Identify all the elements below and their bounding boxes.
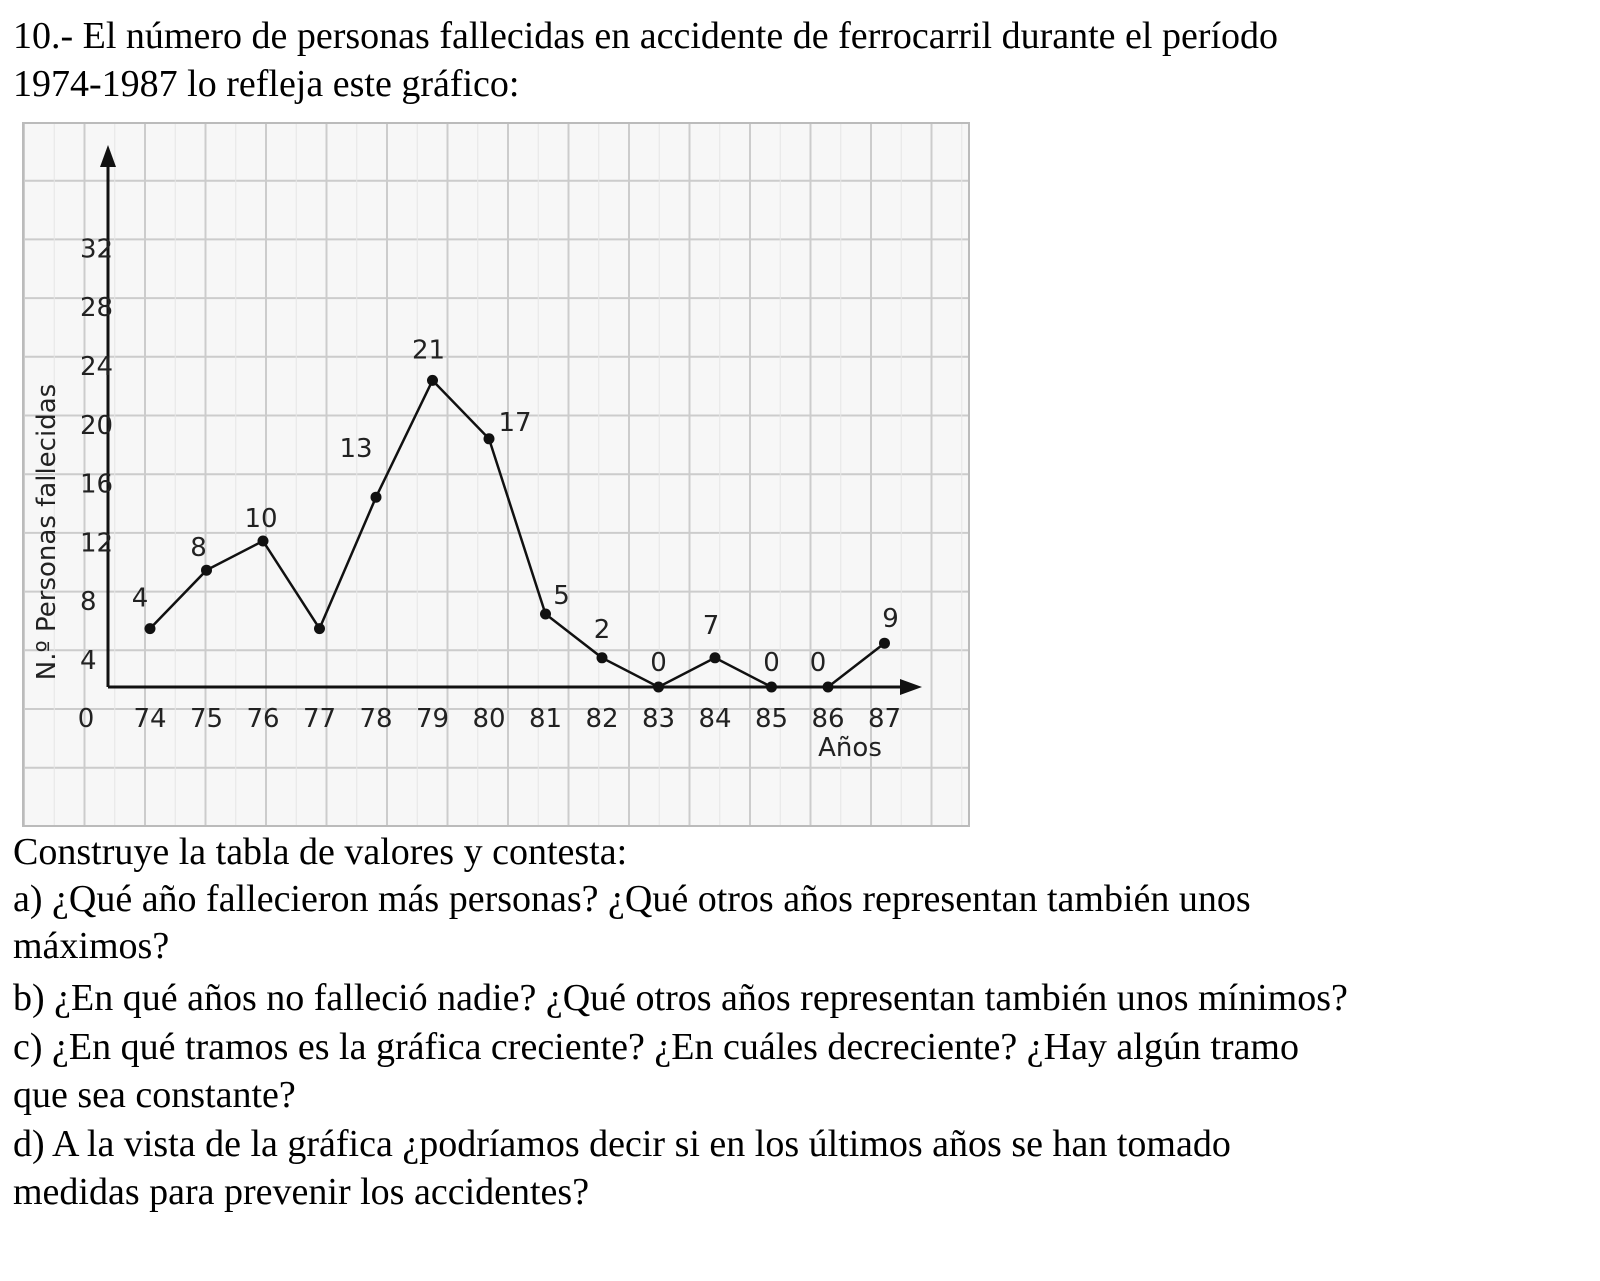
data-point	[597, 652, 608, 663]
data-point	[766, 682, 777, 693]
data-label: 5	[553, 581, 570, 611]
data-point	[258, 536, 269, 547]
x-tick-label: 83	[641, 704, 676, 734]
chart-svg	[22, 122, 970, 827]
x-tick-label: 81	[528, 704, 563, 734]
x-tick-label: 76	[246, 704, 280, 734]
question-b: b) ¿En qué años no falleció nadie? ¿Qué otros años representan también unos mínimos?	[13, 977, 1348, 1019]
problem-title-line-1: 10.- El número de personas fallecidas en accidente de ferrocarril durante el período	[13, 15, 1279, 57]
data-label: 4	[131, 583, 149, 614]
y-tick-label: 20	[80, 410, 114, 441]
x-tick-label: 82	[585, 704, 619, 734]
x-tick-label: 78	[359, 704, 393, 734]
question-a-line-1: a) ¿Qué año fallecieron más personas? ¿Qué otros años representan también unos	[13, 878, 1251, 920]
data-point	[653, 682, 664, 693]
data-label: 0	[763, 648, 780, 678]
question-a-line-2: máximos?	[13, 925, 170, 967]
data-label: 2	[593, 614, 611, 645]
y-tick-label: 32	[80, 234, 114, 265]
x-tick-label: 84	[698, 704, 732, 734]
data-point	[484, 433, 495, 444]
y-tick-label: 12	[80, 528, 114, 559]
data-point	[201, 565, 212, 576]
question-c-line-1: c) ¿En qué tramos es la gráfica creciente? ¿En cuáles decreciente? ¿Hay algún tramo	[13, 1026, 1299, 1068]
y-tick-label: 28	[80, 293, 114, 324]
data-label: 9	[882, 604, 899, 635]
x-axis-title: Años	[818, 733, 882, 763]
data-point	[314, 623, 325, 634]
data-label: 10	[244, 504, 278, 534]
x-tick-label: 85	[754, 704, 789, 734]
x-tick-label: 87	[867, 704, 902, 734]
problem-title-line-2: 1974-1987 lo refleja este gráfico:	[13, 63, 520, 105]
data-point	[879, 638, 890, 649]
x-tick-label: 79	[415, 704, 450, 734]
line-chart	[22, 122, 970, 827]
data-label: 0	[809, 648, 827, 678]
y-tick-label: 0	[77, 704, 95, 734]
data-label: 7	[702, 610, 720, 641]
y-tick-label: 8	[80, 587, 97, 618]
data-point	[540, 609, 551, 620]
x-tick-label: 74	[133, 704, 167, 734]
data-label: 13	[339, 434, 373, 465]
question-d-line-2: medidas para prevenir los accidentes?	[13, 1171, 590, 1213]
data-label: 17	[498, 407, 532, 438]
instruction-text: Construye la tabla de valores y contesta:	[13, 831, 628, 873]
question-d-line-1: d) A la vista de la gráfica ¿podríamos decir si en los últimos años se han tomado	[13, 1123, 1231, 1165]
data-point	[710, 652, 721, 663]
y-tick-label: 24	[80, 352, 114, 382]
data-point	[145, 623, 156, 634]
data-point	[823, 682, 834, 693]
x-tick-label: 86	[811, 704, 845, 734]
x-tick-label: 77	[302, 704, 337, 734]
y-axis-title: N.º Personas fallecidas	[32, 383, 62, 681]
x-tick-label: 80	[472, 704, 506, 734]
y-tick-label: 16	[80, 469, 114, 500]
y-tick-label: 4	[80, 646, 97, 676]
data-label: 0	[650, 648, 667, 678]
data-label: 8	[190, 533, 207, 564]
question-c-line-2: que sea constante?	[13, 1074, 296, 1116]
data-label: 21	[411, 335, 446, 366]
data-point	[427, 375, 438, 386]
x-tick-label: 75	[189, 704, 224, 734]
data-point	[371, 492, 382, 503]
